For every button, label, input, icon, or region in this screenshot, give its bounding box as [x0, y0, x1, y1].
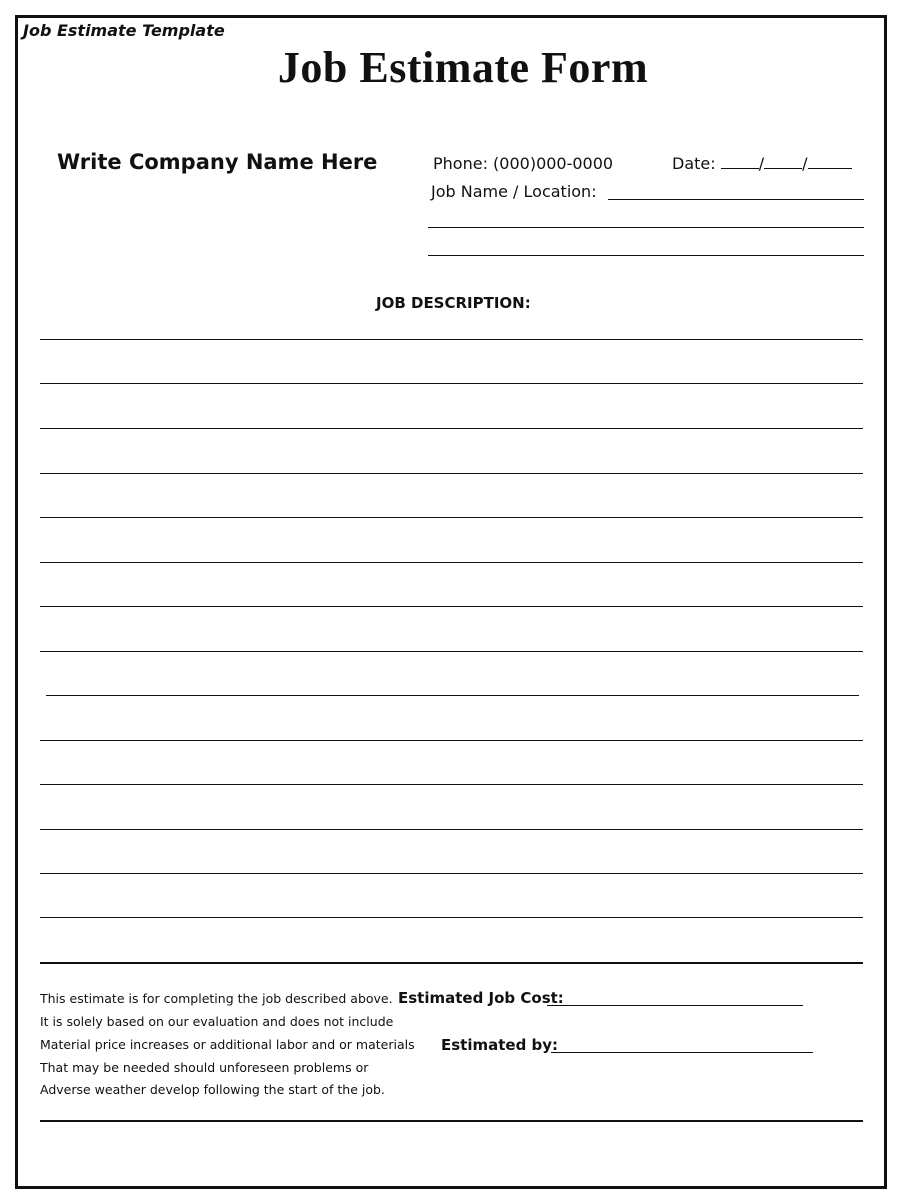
- description-line[interactable]: [40, 562, 863, 563]
- disclaimer-line: That may be needed should unforeseen problems or: [40, 1060, 369, 1075]
- phone-field[interactable]: Phone: (000)000-0000: [433, 154, 614, 173]
- estimated-by-line[interactable]: [551, 1052, 813, 1053]
- job-name-line[interactable]: [608, 199, 864, 200]
- estimated-by-label: Estimated by:: [441, 1036, 559, 1054]
- template-label: Job Estimate Template: [23, 21, 225, 40]
- description-line[interactable]: [40, 651, 863, 652]
- description-line[interactable]: [40, 339, 863, 340]
- location-line[interactable]: [428, 255, 864, 256]
- date-separator: /: [758, 154, 765, 173]
- form-title: Job Estimate Form: [277, 43, 649, 92]
- company-name[interactable]: Write Company Name Here: [57, 150, 378, 174]
- description-line[interactable]: [40, 829, 863, 830]
- description-line[interactable]: [40, 517, 863, 518]
- estimated-cost-line[interactable]: [547, 1005, 803, 1006]
- date-year-blank[interactable]: [808, 154, 852, 169]
- description-line[interactable]: [40, 473, 863, 474]
- description-line[interactable]: [40, 740, 863, 741]
- disclaimer-line: Material price increases or additional labor and or materials: [40, 1037, 415, 1052]
- disclaimer-line: Adverse weather develop following the start of the job.: [40, 1082, 385, 1097]
- location-line[interactable]: [428, 227, 864, 228]
- description-line[interactable]: [40, 962, 863, 964]
- job-description-heading: JOB DESCRIPTION:: [376, 294, 531, 312]
- description-line[interactable]: [40, 428, 863, 429]
- description-line[interactable]: [40, 917, 863, 918]
- disclaimer-line: This estimate is for completing the job described above.: [40, 991, 393, 1006]
- description-line[interactable]: [40, 383, 863, 384]
- estimated-cost-label: Estimated Job Cost:: [398, 989, 564, 1007]
- description-line[interactable]: [40, 606, 863, 607]
- job-name-label: Job Name / Location:: [431, 182, 597, 201]
- date-day-blank[interactable]: [764, 154, 802, 169]
- date-month-blank[interactable]: [721, 154, 759, 169]
- date-separator: /: [802, 154, 808, 173]
- date-label: Date:: [672, 154, 716, 173]
- signature-line[interactable]: [40, 1120, 863, 1122]
- description-line[interactable]: [40, 873, 863, 874]
- date-field[interactable]: [672, 154, 852, 173]
- disclaimer-line: It is solely based on our evaluation and does not include: [40, 1014, 394, 1029]
- description-line[interactable]: [40, 784, 863, 785]
- description-line[interactable]: [46, 695, 859, 696]
